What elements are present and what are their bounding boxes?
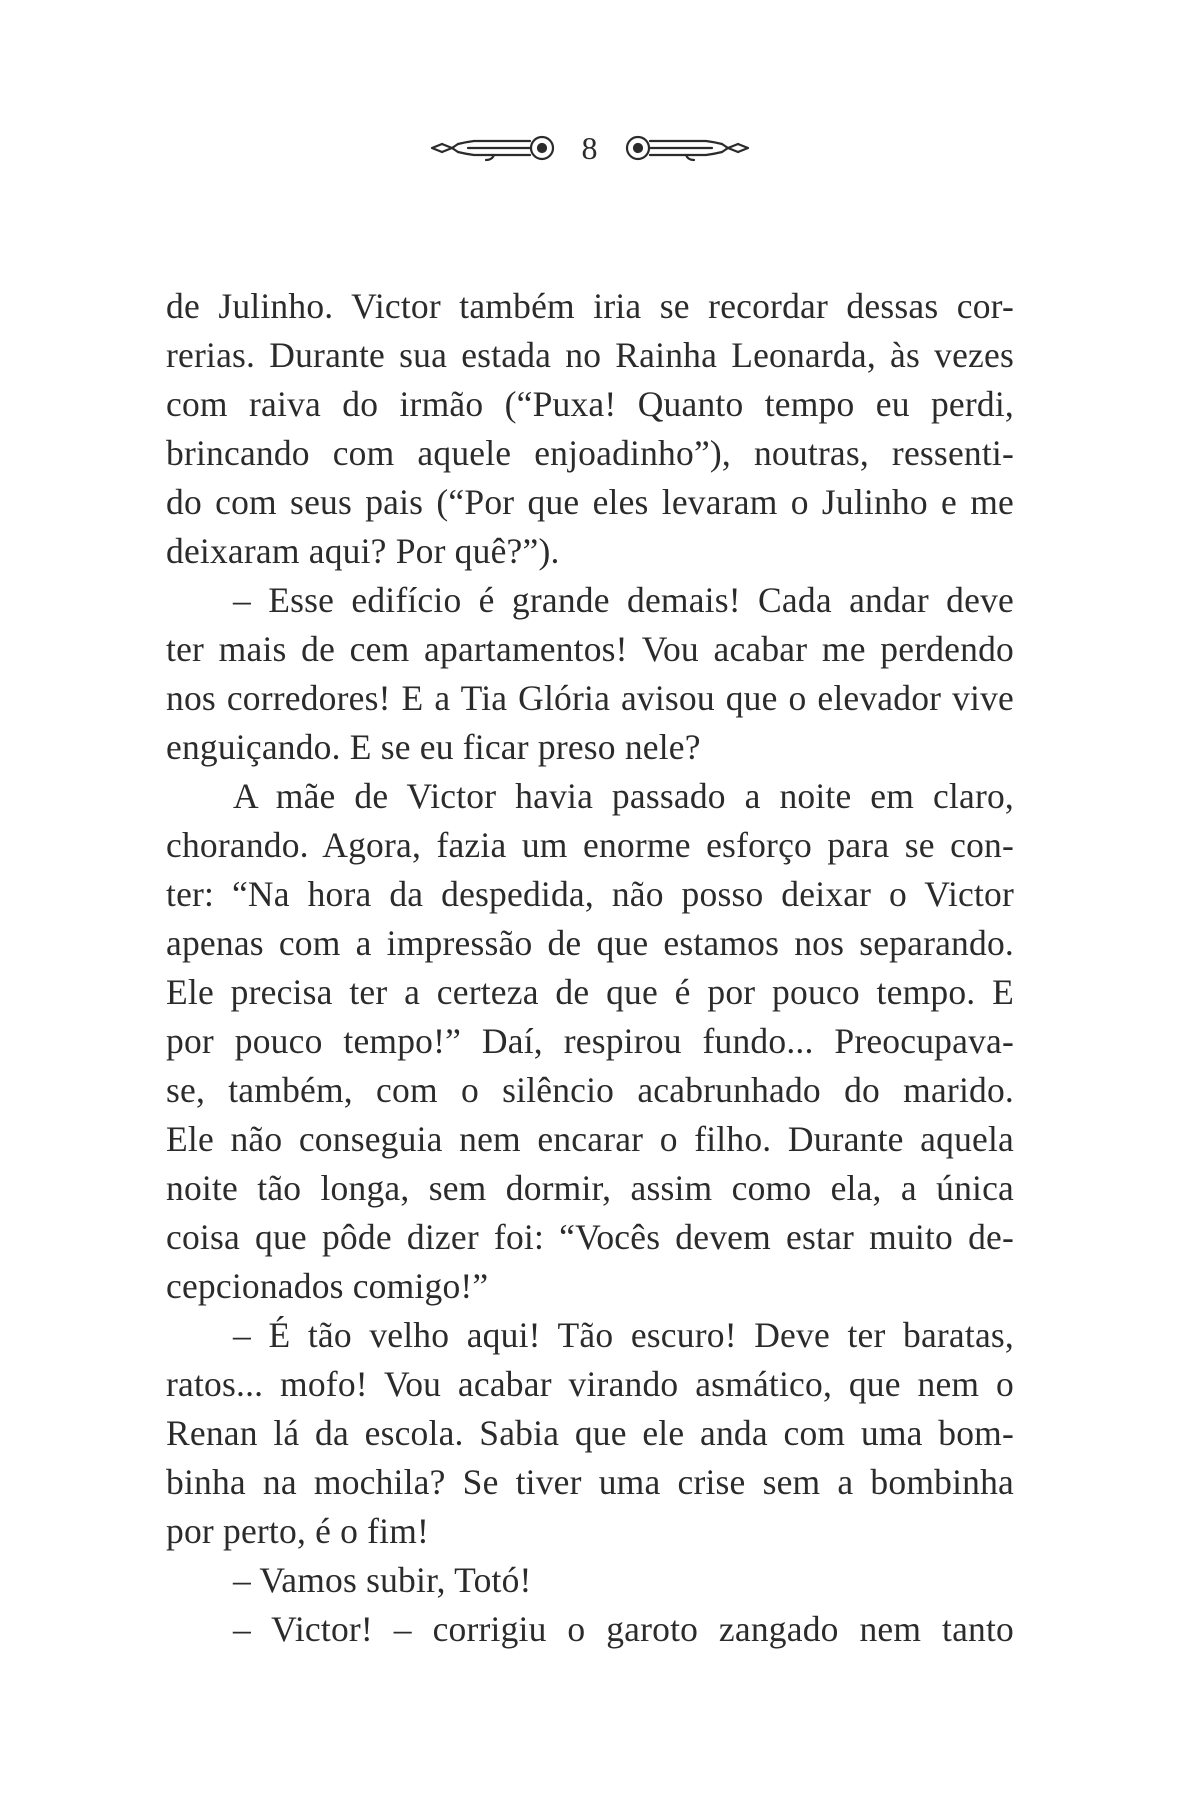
text-line: por perto, é o fim! [166, 1511, 430, 1551]
text-line: – Esse edifício é grande demais! Cada andar deve [233, 580, 1014, 620]
text-line: Ele não conseguia nem encarar o filho. Durante aquela [166, 1119, 1014, 1159]
text-line: A mãe de Victor havia passado a noite em claro, [233, 776, 1014, 816]
text-line: com raiva do irmão (“Puxa! Quanto tempo eu perdi, [166, 384, 1014, 424]
text-line: – Victor! – corrigiu o garoto zangado nem tanto [233, 1609, 1014, 1649]
scroll-ornament-right-icon [618, 133, 752, 163]
text-line: cepcionados comigo!” [166, 1266, 489, 1306]
text-line: apenas com a impressão de que estamos nos separando. [166, 923, 1014, 963]
text-line: deixaram aqui? Por quê?”). [166, 531, 560, 571]
text-line: chorando. Agora, fazia um enorme esforço para se con- [166, 825, 1014, 865]
text-line: ter: “Na hora da despedida, não posso deixar o Victor [166, 874, 1014, 914]
text-line: rerias. Durante sua estada no Rainha Leonarda, às vezes [166, 335, 1014, 375]
text-line: nos corredores! E a Tia Glória avisou que o elevador vive [166, 678, 1014, 718]
text-line: se, também, com o silêncio acabrunhado do marido. [166, 1070, 1014, 1110]
text-line: ter mais de cem apartamentos! Vou acabar me perdendo [166, 629, 1014, 669]
text-line: – Vamos subir, Totó! [233, 1560, 532, 1600]
scroll-ornament-left-icon [428, 133, 562, 163]
text-line: por pouco tempo!” Daí, respirou fundo... Preocupava- [166, 1021, 1014, 1061]
text-line: binha na mochila? Se tiver uma crise sem a bombinha [166, 1462, 1014, 1502]
page-number: 8 [581, 130, 598, 166]
text-line: coisa que pôde dizer foi: “Vocês devem estar muito de- [166, 1217, 1014, 1257]
text-line: Renan lá da escola. Sabia que ele anda com uma bom- [166, 1413, 1014, 1453]
text-line: brincando com aquele enjoadinho”), noutras, ressenti- [166, 433, 1014, 473]
body-text [166, 282, 1014, 1654]
text-line: ratos... mofo! Vou acabar virando asmático, que nem o [166, 1364, 1014, 1404]
text-line: de Julinho. Victor também iria se recordar dessas cor- [166, 286, 1014, 326]
text-line: Ele precisa ter a certeza de que é por pouco tempo. E [166, 972, 1014, 1012]
text-line: noite tão longa, sem dormir, assim como ela, a única [166, 1168, 1014, 1208]
text-line: enguiçando. E se eu ficar preso nele? [166, 727, 701, 767]
page-header [0, 128, 1179, 168]
text-line: do com seus pais (“Por que eles levaram o Julinho e me [166, 482, 1014, 522]
text-line: – É tão velho aqui! Tão escuro! Deve ter baratas, [233, 1315, 1014, 1355]
